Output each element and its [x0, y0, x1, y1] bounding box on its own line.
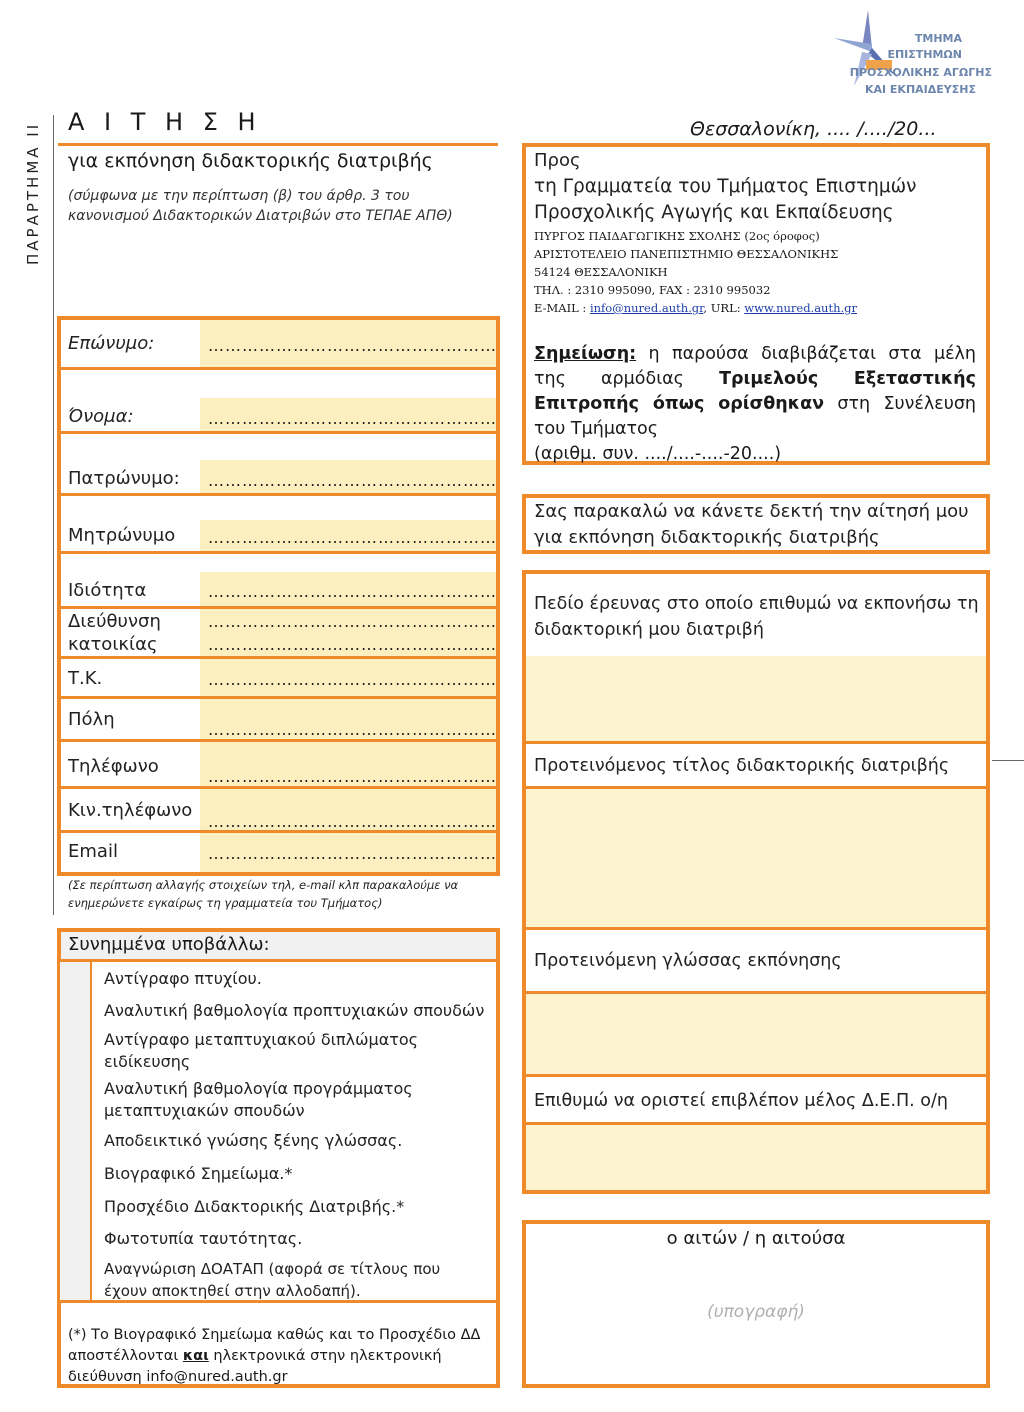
side-label	[20, 120, 46, 270]
attachments-title: Συνημμένα υποβάλλω:	[68, 934, 270, 955]
row-separator	[57, 786, 500, 789]
proposal-separator	[522, 741, 990, 744]
attachment-item: Αποδεικτικό γνώσης ξένης γλώσσας.	[104, 1131, 403, 1150]
recipient-line-2: Προσχολικής Αγωγής και Εκπαίδευσης	[534, 202, 894, 223]
attachment-item: Προσχέδιο Διδακτορικής Διατριβής.*	[104, 1197, 405, 1216]
row-separator	[57, 431, 500, 434]
row-separator	[57, 739, 500, 742]
father-name-label: Πατρώνυμο:	[68, 468, 180, 489]
proposal-separator	[522, 1074, 990, 1077]
contact-change-note: (Σε περίπτωση αλλαγής στοιχείων τηλ, e-mail κλπ παρακαλούμε να ενημερώνετε εγκαίρως τη γραμματεία του Τμήματος)	[68, 878, 459, 910]
attachment-checkbox[interactable]	[60, 1074, 92, 1122]
attachment-checkbox[interactable]	[60, 1222, 92, 1254]
recipient-note	[534, 342, 976, 467]
margin-tick	[992, 760, 1024, 761]
address-field-2[interactable]: ……………………………………………	[208, 635, 497, 654]
footnote-text-a: (*) Το Βιογραφικό Σημείωμα καθώς και το Προσχέδιο ΔΔ αποστέλλονται	[68, 1327, 481, 1364]
logo-line-1: ΤΜΗΜΑ	[914, 32, 962, 45]
address-label: Διεύθυνση	[68, 611, 161, 632]
url-link[interactable]: www.nured.auth.gr	[744, 301, 858, 315]
regulation-note: (σύμφωνα με την περίπτωση (β) του άρθρ. 3 του κανονισμού Διδακτορικών Διατριβών στο ΤΕΠΑΕ ΑΠΘ)	[68, 188, 453, 224]
page-subtitle: για εκπόνηση διδακτορικής διατριβής	[68, 150, 433, 172]
request-text: Σας παρακαλώ να κάνετε δεκτή την αίτησή μου για εκπόνηση διδακτορικής διατριβής	[534, 501, 969, 548]
row-separator	[57, 696, 500, 699]
footnote-text-c: ηλεκτρονικά στην ηλεκτρονική διεύθυνση info@nured.auth.gr	[68, 1348, 442, 1385]
mobile-label: Κιν.τηλέφωνο	[68, 800, 193, 821]
logo-line-4: ΚΑΙ ΕΚΠΑΙΔΕΥΣΗΣ	[864, 83, 976, 96]
attachment-item: Αναλυτική βαθμολογία προπτυχιακών σπουδών	[104, 1001, 485, 1020]
supervisor-label: Επιθυμώ να οριστεί επιβλέπον μέλος Δ.Ε.Π. ο/η	[534, 1091, 948, 1111]
name-field[interactable]: ……………………………………………	[208, 409, 497, 428]
attachment-item: Αντίγραφο πτυχίου.	[104, 969, 262, 988]
postal-code-label: Τ.Κ.	[68, 668, 103, 689]
attachment-checkbox[interactable]	[60, 1122, 92, 1156]
footnote-text-b: και	[182, 1348, 209, 1364]
attachment-checkbox[interactable]	[60, 994, 92, 1026]
note-text-b: Τριμελούς Εξεταστικής Επιτροπής όπως ορίσθηκαν	[534, 369, 977, 414]
attachment-checkbox[interactable]	[60, 1188, 92, 1222]
city-label: Πόλη	[68, 709, 115, 730]
recipient-contact	[534, 301, 857, 315]
surname-field[interactable]: ……………………………………………	[208, 336, 497, 355]
email-label-text: E-MAIL :	[534, 301, 587, 315]
recipient-to: Προς	[534, 150, 581, 171]
mother-name-field[interactable]: ……………………………………………	[208, 528, 497, 547]
attachment-item: Βιογραφικό Σημείωμα.*	[104, 1164, 293, 1183]
attachment-checkbox[interactable]	[60, 1026, 92, 1074]
applicant-label: ο αιτών / η αιτούσα	[666, 1228, 846, 1249]
attachment-item: Αναγνώριση ΔΟΑΤΑΠ (αφορά σε τίτλους που έχουν αποκτηθεί στην αλλοδαπή).	[104, 1260, 441, 1300]
research-field-label: Πεδίο έρευνας στο οποίο επιθυμώ να εκπονήσω τη διδακτορική μου διατριβή	[534, 594, 979, 640]
recipient-line-1: τη Γραμματεία του Τμήματος Επιστημών	[534, 176, 917, 197]
surname-label: Επώνυμο:	[68, 333, 155, 354]
email-link[interactable]: info@nured.auth.gr	[589, 301, 704, 315]
attach-separator	[57, 959, 500, 962]
row-separator	[57, 493, 500, 496]
logo-line-3: ΠΡΟΣΧΟΛΙΚΗΣ ΑΓΩΓΗΣ	[849, 66, 992, 79]
proposed-title-label: Προτεινόμενος τίτλος διδακτορικής διατριβής	[534, 756, 950, 776]
note-text-c: στη Συνέλευση του Τμήματος	[534, 394, 977, 439]
proposed-language-input[interactable]	[526, 994, 986, 1074]
email-label: Email	[68, 841, 118, 862]
department-logo	[832, 8, 1002, 103]
side-divider	[53, 115, 54, 915]
attachment-checkbox[interactable]	[60, 1254, 92, 1300]
side-label-text: ΠΑΡΑΡΤΗΜΑ ΙΙ	[24, 121, 42, 265]
address-label-2: κατοικίας	[68, 634, 158, 655]
recipient-phone: ΤΗΛ. : 2310 995090, FAX : 2310 995032	[534, 283, 771, 297]
attachments-footnote	[68, 1325, 488, 1388]
url-label-text: , URL:	[703, 301, 741, 315]
proposed-language-label: Προτεινόμενη γλώσσας εκπόνησης	[534, 951, 842, 971]
father-name-field[interactable]: ……………………………………………	[208, 471, 497, 490]
note-text-a: η παρούσα διαβιβάζεται στα μέλη της αρμόδιας	[534, 344, 976, 389]
city-field[interactable]: ……………………………………………	[208, 720, 497, 739]
note-label: Σημείωση:	[534, 344, 637, 364]
attachment-checkbox[interactable]	[60, 962, 92, 994]
recipient-address-2: ΑΡΙΣΤΟΤΕΛΕΙΟ ΠΑΝΕΠΙΣΤΗΜΙΟ ΘΕΣΣΑΛΟΝΙΚΗΣ	[534, 247, 839, 261]
email-field[interactable]: ……………………………………………	[208, 844, 497, 863]
attachments-box	[57, 928, 500, 1388]
attachment-checkbox[interactable]	[60, 1156, 92, 1188]
research-field-input[interactable]	[526, 656, 986, 742]
mobile-field[interactable]: ……………………………………………	[208, 812, 497, 831]
phone-field[interactable]: ……………………………………………	[208, 767, 497, 786]
occupation-field[interactable]: ……………………………………………	[208, 582, 497, 601]
attachment-item: Αντίγραφο μεταπτυχιακού διπλώματος ειδίκευσης	[104, 1030, 419, 1071]
logo-line-2: ΕΠΙΣΤΗΜΩΝ	[887, 48, 962, 61]
title-underline	[58, 143, 498, 146]
signature-placeholder[interactable]: (υπογραφή)	[707, 1302, 805, 1322]
attachment-item: Αναλυτική βαθμολογία προγράμματος μεταπτυχιακών σπουδών	[104, 1079, 413, 1120]
date-line: Θεσσαλονίκη, .... /..../20...	[690, 118, 937, 140]
postal-code-field[interactable]: ……………………………………………	[208, 670, 497, 689]
note-text-d: (αριθμ. συν. ..../....-....-20....)	[534, 444, 782, 464]
proposal-separator	[522, 927, 990, 930]
mother-name-label: Μητρώνυμο	[68, 525, 176, 546]
name-label: Όνομα:	[68, 406, 134, 427]
phone-label: Τηλέφωνο	[68, 756, 159, 777]
row-separator	[57, 656, 500, 659]
page-title: Α Ι Τ Η Σ Η	[68, 108, 262, 136]
supervisor-input[interactable]	[526, 1125, 986, 1190]
row-separator	[57, 551, 500, 554]
row-separator	[57, 606, 500, 609]
row-separator	[57, 367, 500, 370]
recipient-address-3: 54124 ΘΕΣΣΑΛΟΝΙΚΗ	[534, 265, 668, 279]
address-field[interactable]: ……………………………………………	[208, 612, 497, 631]
occupation-label: Ιδιότητα	[68, 580, 147, 601]
proposed-title-input[interactable]	[526, 789, 986, 927]
recipient-address-1: ΠΥΡΓΟΣ ΠΑΙΔΑΓΩΓΙΚΗΣ ΣΧΟΛΗΣ (2ος όροφος)	[534, 229, 820, 243]
attachment-item: Φωτοτυπία ταυτότητας.	[104, 1229, 303, 1248]
